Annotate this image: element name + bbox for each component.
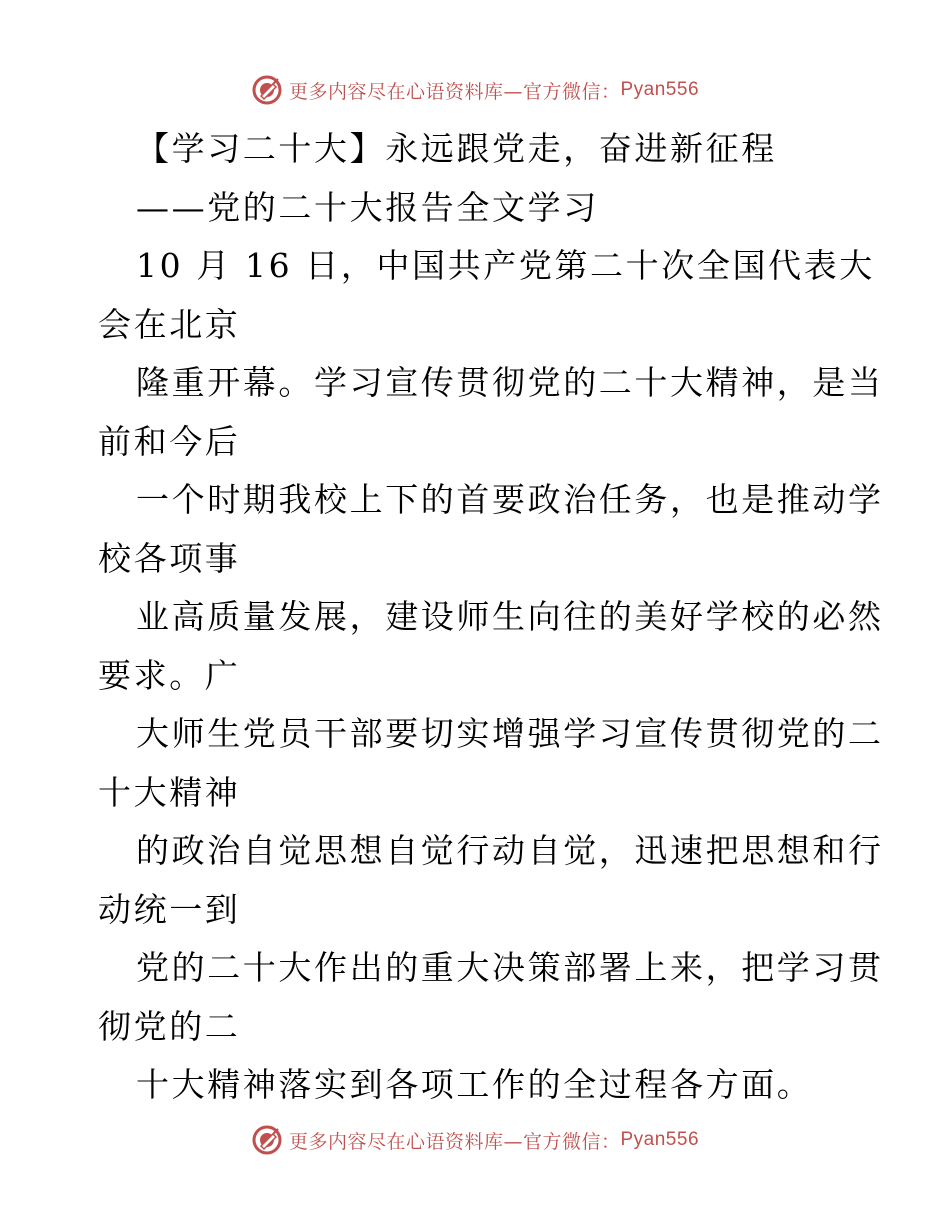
watermark-text: 更多内容尽在心语资料库—官方微信： (288, 1130, 621, 1153)
paragraph-line: 10 月 16 日，中国共产党第二十次全国代表大 (136, 246, 875, 285)
watermark-text: 更多内容尽在心语资料库—官方微信： (288, 80, 621, 103)
paragraph-line: 大师生党员干部要切实增强学习宣传贯彻党的二 (136, 714, 884, 753)
paragraph-line: 业高质量发展，建设师生向往的美好学校的必然 (136, 597, 884, 636)
document-body (98, 120, 884, 1115)
watermark-id: Pyan556 (620, 79, 700, 100)
paragraph-line: 隆重开幕。学习宣传贯彻党的二十大精神，是当 (136, 363, 884, 402)
paragraph-line: 前和今后 (98, 421, 241, 461)
paragraph-line: 动统一到 (98, 889, 241, 929)
paragraph-line: 党的二十大作出的重大决策部署上来，把学习贯 (136, 948, 884, 987)
paragraph-line: 会在北京 (98, 304, 241, 344)
paragraph-line: 要求。广 (98, 655, 241, 695)
pen-logo-icon (251, 74, 283, 106)
document-title: 【学习二十大】永远跟党走，奋进新征程 (136, 129, 777, 168)
paragraph-line: 彻党的二 (98, 1006, 241, 1046)
document-subtitle: ——党的二十大报告全文学习 (136, 187, 599, 227)
footer-watermark (0, 1120, 950, 1160)
paragraph-line: 十大精神落实到各项工作的全过程各方面。 (136, 1065, 813, 1104)
paragraph-line: 十大精神 (98, 772, 241, 812)
paragraph-line: 校各项事 (98, 538, 241, 578)
pen-logo-icon (251, 1124, 283, 1156)
paragraph-line: 一个时期我校上下的首要政治任务，也是推动学 (136, 480, 884, 519)
paragraph-line: 的政治自觉思想自觉行动自觉，迅速把思想和行 (136, 831, 884, 870)
header-watermark (0, 70, 950, 110)
watermark-id: Pyan556 (620, 1129, 700, 1150)
